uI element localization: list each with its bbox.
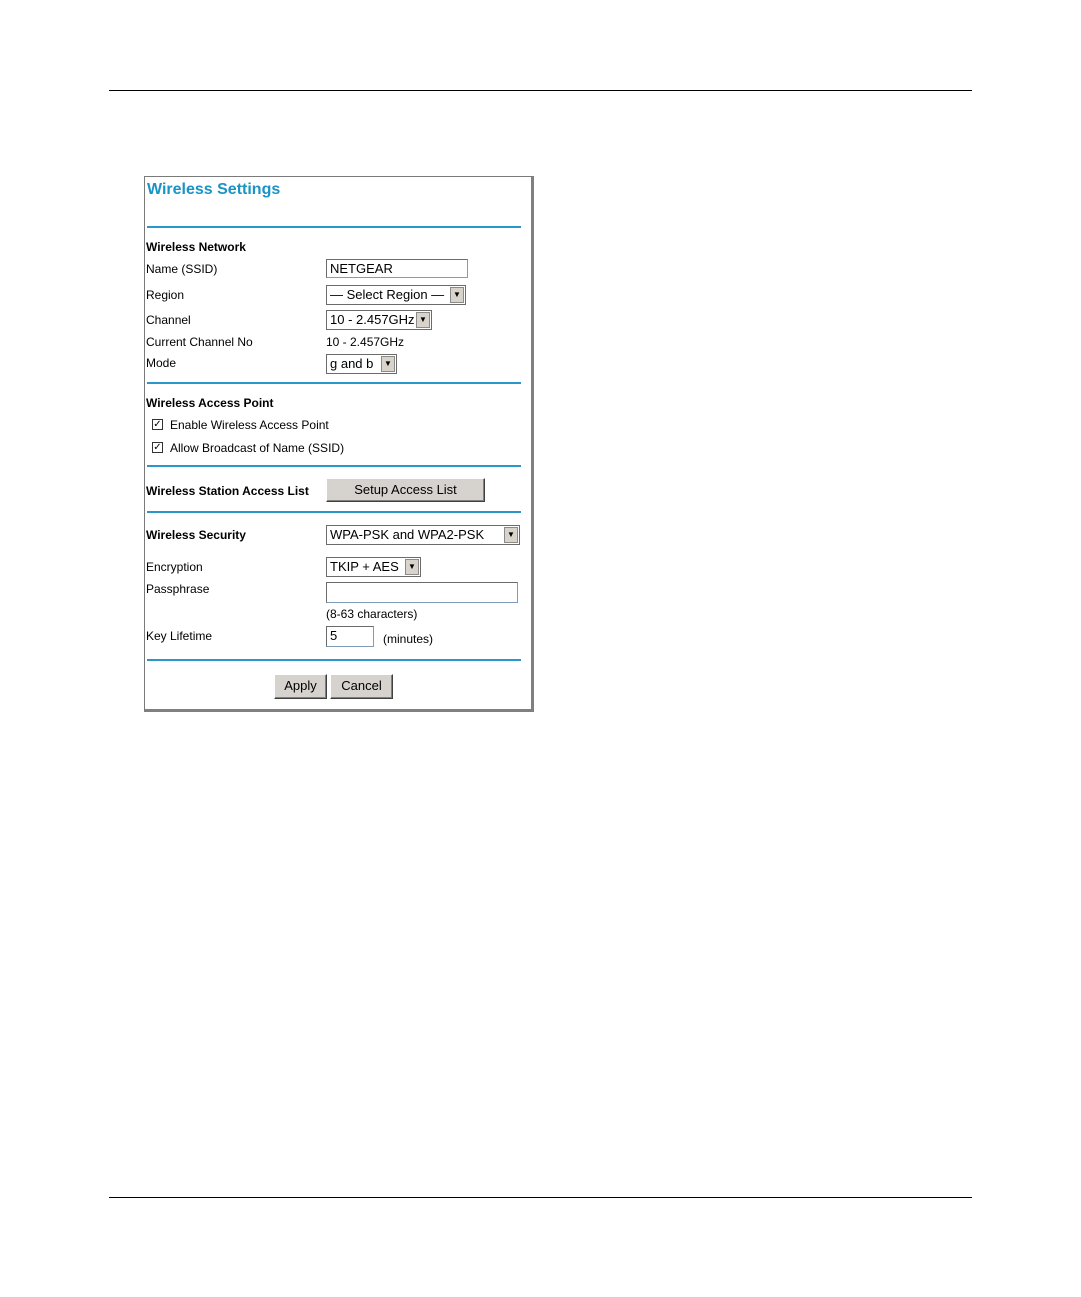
encryption-label: Encryption xyxy=(146,560,203,574)
cancel-button[interactable]: Cancel xyxy=(330,674,393,699)
region-select-value: — Select Region — xyxy=(330,287,445,302)
ssid-input[interactable]: NETGEAR xyxy=(326,259,468,278)
divider xyxy=(147,511,521,513)
region-label: Region xyxy=(146,288,185,302)
apply-button[interactable]: Apply xyxy=(274,674,327,699)
chevron-down-icon[interactable]: ▼ xyxy=(381,356,395,372)
header-rule xyxy=(109,90,972,91)
mode-select[interactable] xyxy=(326,354,397,374)
divider xyxy=(147,382,521,384)
passphrase-hint: (8-63 characters) xyxy=(326,607,418,621)
section-heading-access-point: Wireless Access Point xyxy=(146,396,274,410)
enable-access-point-label: Enable Wireless Access Point xyxy=(170,418,329,432)
broadcast-ssid-label: Allow Broadcast of Name (SSID) xyxy=(170,441,345,455)
current-channel-value: 10 - 2.457GHz xyxy=(326,335,405,349)
divider xyxy=(147,465,521,467)
ssid-label: Name (SSID) xyxy=(146,262,218,276)
checkmark-icon: ✓ xyxy=(153,419,162,430)
section-heading-station-list: Wireless Station Access List xyxy=(146,484,309,498)
checkmark-icon: ✓ xyxy=(153,442,162,453)
chevron-down-icon[interactable]: ▼ xyxy=(416,312,430,328)
region-select[interactable] xyxy=(326,285,466,305)
page-title: Wireless Settings xyxy=(147,181,281,198)
setup-access-list-button[interactable]: Setup Access List xyxy=(326,478,485,502)
divider xyxy=(147,659,521,661)
passphrase-label: Passphrase xyxy=(146,582,210,596)
key-lifetime-label: Key Lifetime xyxy=(146,629,213,643)
channel-select[interactable] xyxy=(326,310,432,330)
encryption-select[interactable] xyxy=(326,557,421,577)
broadcast-ssid-checkbox[interactable] xyxy=(152,442,163,453)
encryption-select-value: TKIP + AES xyxy=(330,559,399,574)
passphrase-input[interactable] xyxy=(326,582,518,603)
key-lifetime-unit: (minutes) xyxy=(383,632,434,646)
chevron-down-icon[interactable]: ▼ xyxy=(450,287,464,303)
mode-label: Mode xyxy=(146,356,177,370)
section-heading-wireless-network: Wireless Network xyxy=(146,240,246,254)
security-select[interactable] xyxy=(326,525,520,545)
channel-label: Channel xyxy=(146,313,191,327)
key-lifetime-input[interactable]: 5 xyxy=(326,626,374,647)
mode-select-value: g and b xyxy=(330,356,374,371)
divider xyxy=(147,226,521,228)
chevron-down-icon[interactable]: ▼ xyxy=(405,559,419,575)
enable-access-point-checkbox[interactable] xyxy=(152,419,163,430)
security-select-value: WPA-PSK and WPA2-PSK xyxy=(330,527,485,542)
section-heading-security: Wireless Security xyxy=(146,528,246,542)
channel-select-value: 10 - 2.457GHz xyxy=(330,312,415,327)
footer-rule xyxy=(109,1197,972,1198)
current-channel-label: Current Channel No xyxy=(146,335,253,349)
wireless-settings-panel xyxy=(144,176,534,712)
chevron-down-icon[interactable]: ▼ xyxy=(504,527,518,543)
